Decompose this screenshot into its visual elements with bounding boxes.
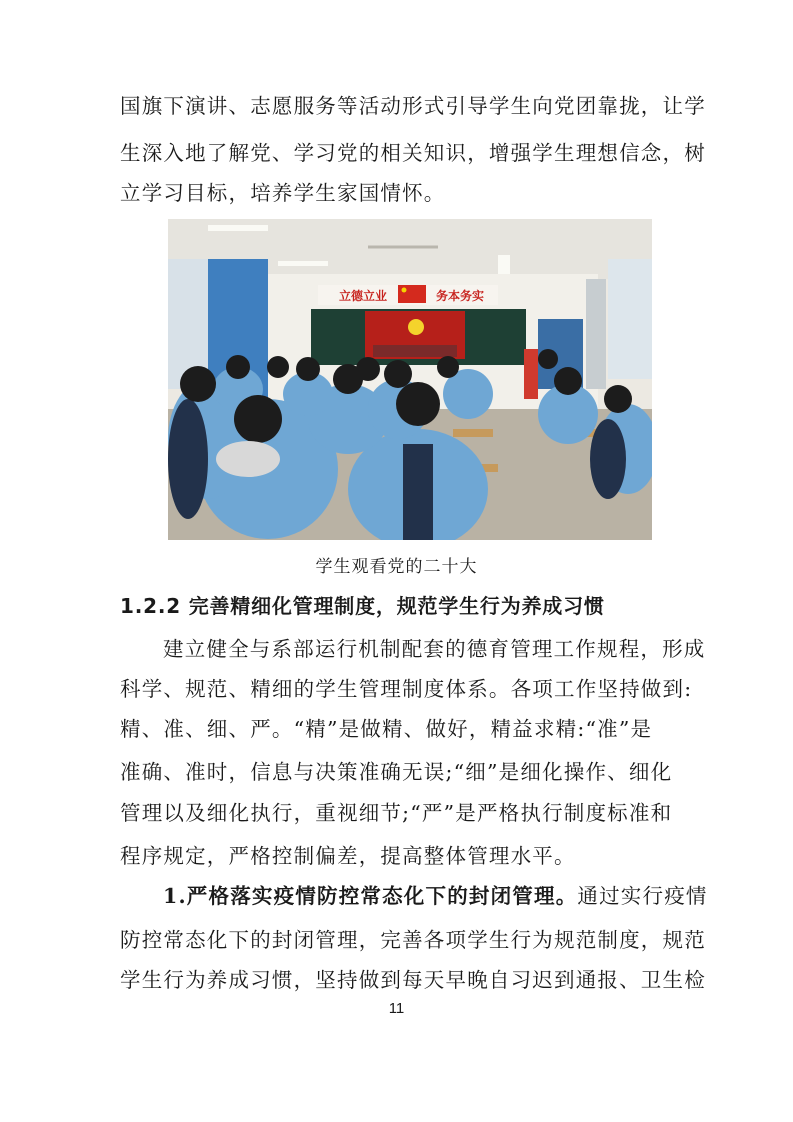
classroom-photo <box>168 219 652 540</box>
paragraph-line: 学生行为养成习惯，坚持做到每天早晚自习迟到通报、卫生检 <box>120 968 706 992</box>
photo-caption: 学生观看党的二十大 <box>315 557 478 577</box>
item-bold-lead: 1.严格落实疫情防控常态化下的封闭管理。 <box>163 884 578 908</box>
paragraph-line: 精、准、细、严。“精”是做精、做好，精益求精:“准”是 <box>120 717 653 741</box>
paragraph-line: 国旗下演讲、志愿服务等活动形式引导学生向党团靠拢，让学 <box>120 94 706 118</box>
page-number: 11 <box>388 1000 405 1017</box>
banner-left-text: 立德立业 <box>338 289 388 303</box>
banner-right-text: 务本务实 <box>435 289 485 303</box>
section-heading: 1.2.2 完善精细化管理制度，规范学生行为养成习惯 <box>120 594 605 618</box>
paragraph-line: 建立健全与系部运行机制配套的德育管理工作规程，形成 <box>163 637 706 661</box>
paragraph-line: 立学习目标，培养学生家国情怀。 <box>120 181 446 205</box>
item-text: 通过实行疫情 <box>577 884 708 908</box>
paragraph-line: 程序规定，严格控制偏差，提高整体管理水平。 <box>120 844 576 868</box>
classroom-illustration <box>168 219 652 540</box>
numbered-item-line <box>163 881 708 911</box>
paragraph-line: 防控常态化下的封闭管理，完善各项学生行为规范制度，规范 <box>120 928 706 952</box>
paragraph-line: 准确、准时，信息与决策准确无误;“细”是细化操作、细化 <box>120 760 673 784</box>
paragraph-line: 生深入地了解党、学习党的相关知识，增强学生理想信念，树 <box>120 141 706 165</box>
paragraph-line: 管理以及细化执行，重视细节;“严”是严格执行制度标准和 <box>120 801 673 825</box>
paragraph-line: 科学、规范、精细的学生管理制度体系。各项工作坚持做到: <box>120 677 693 701</box>
